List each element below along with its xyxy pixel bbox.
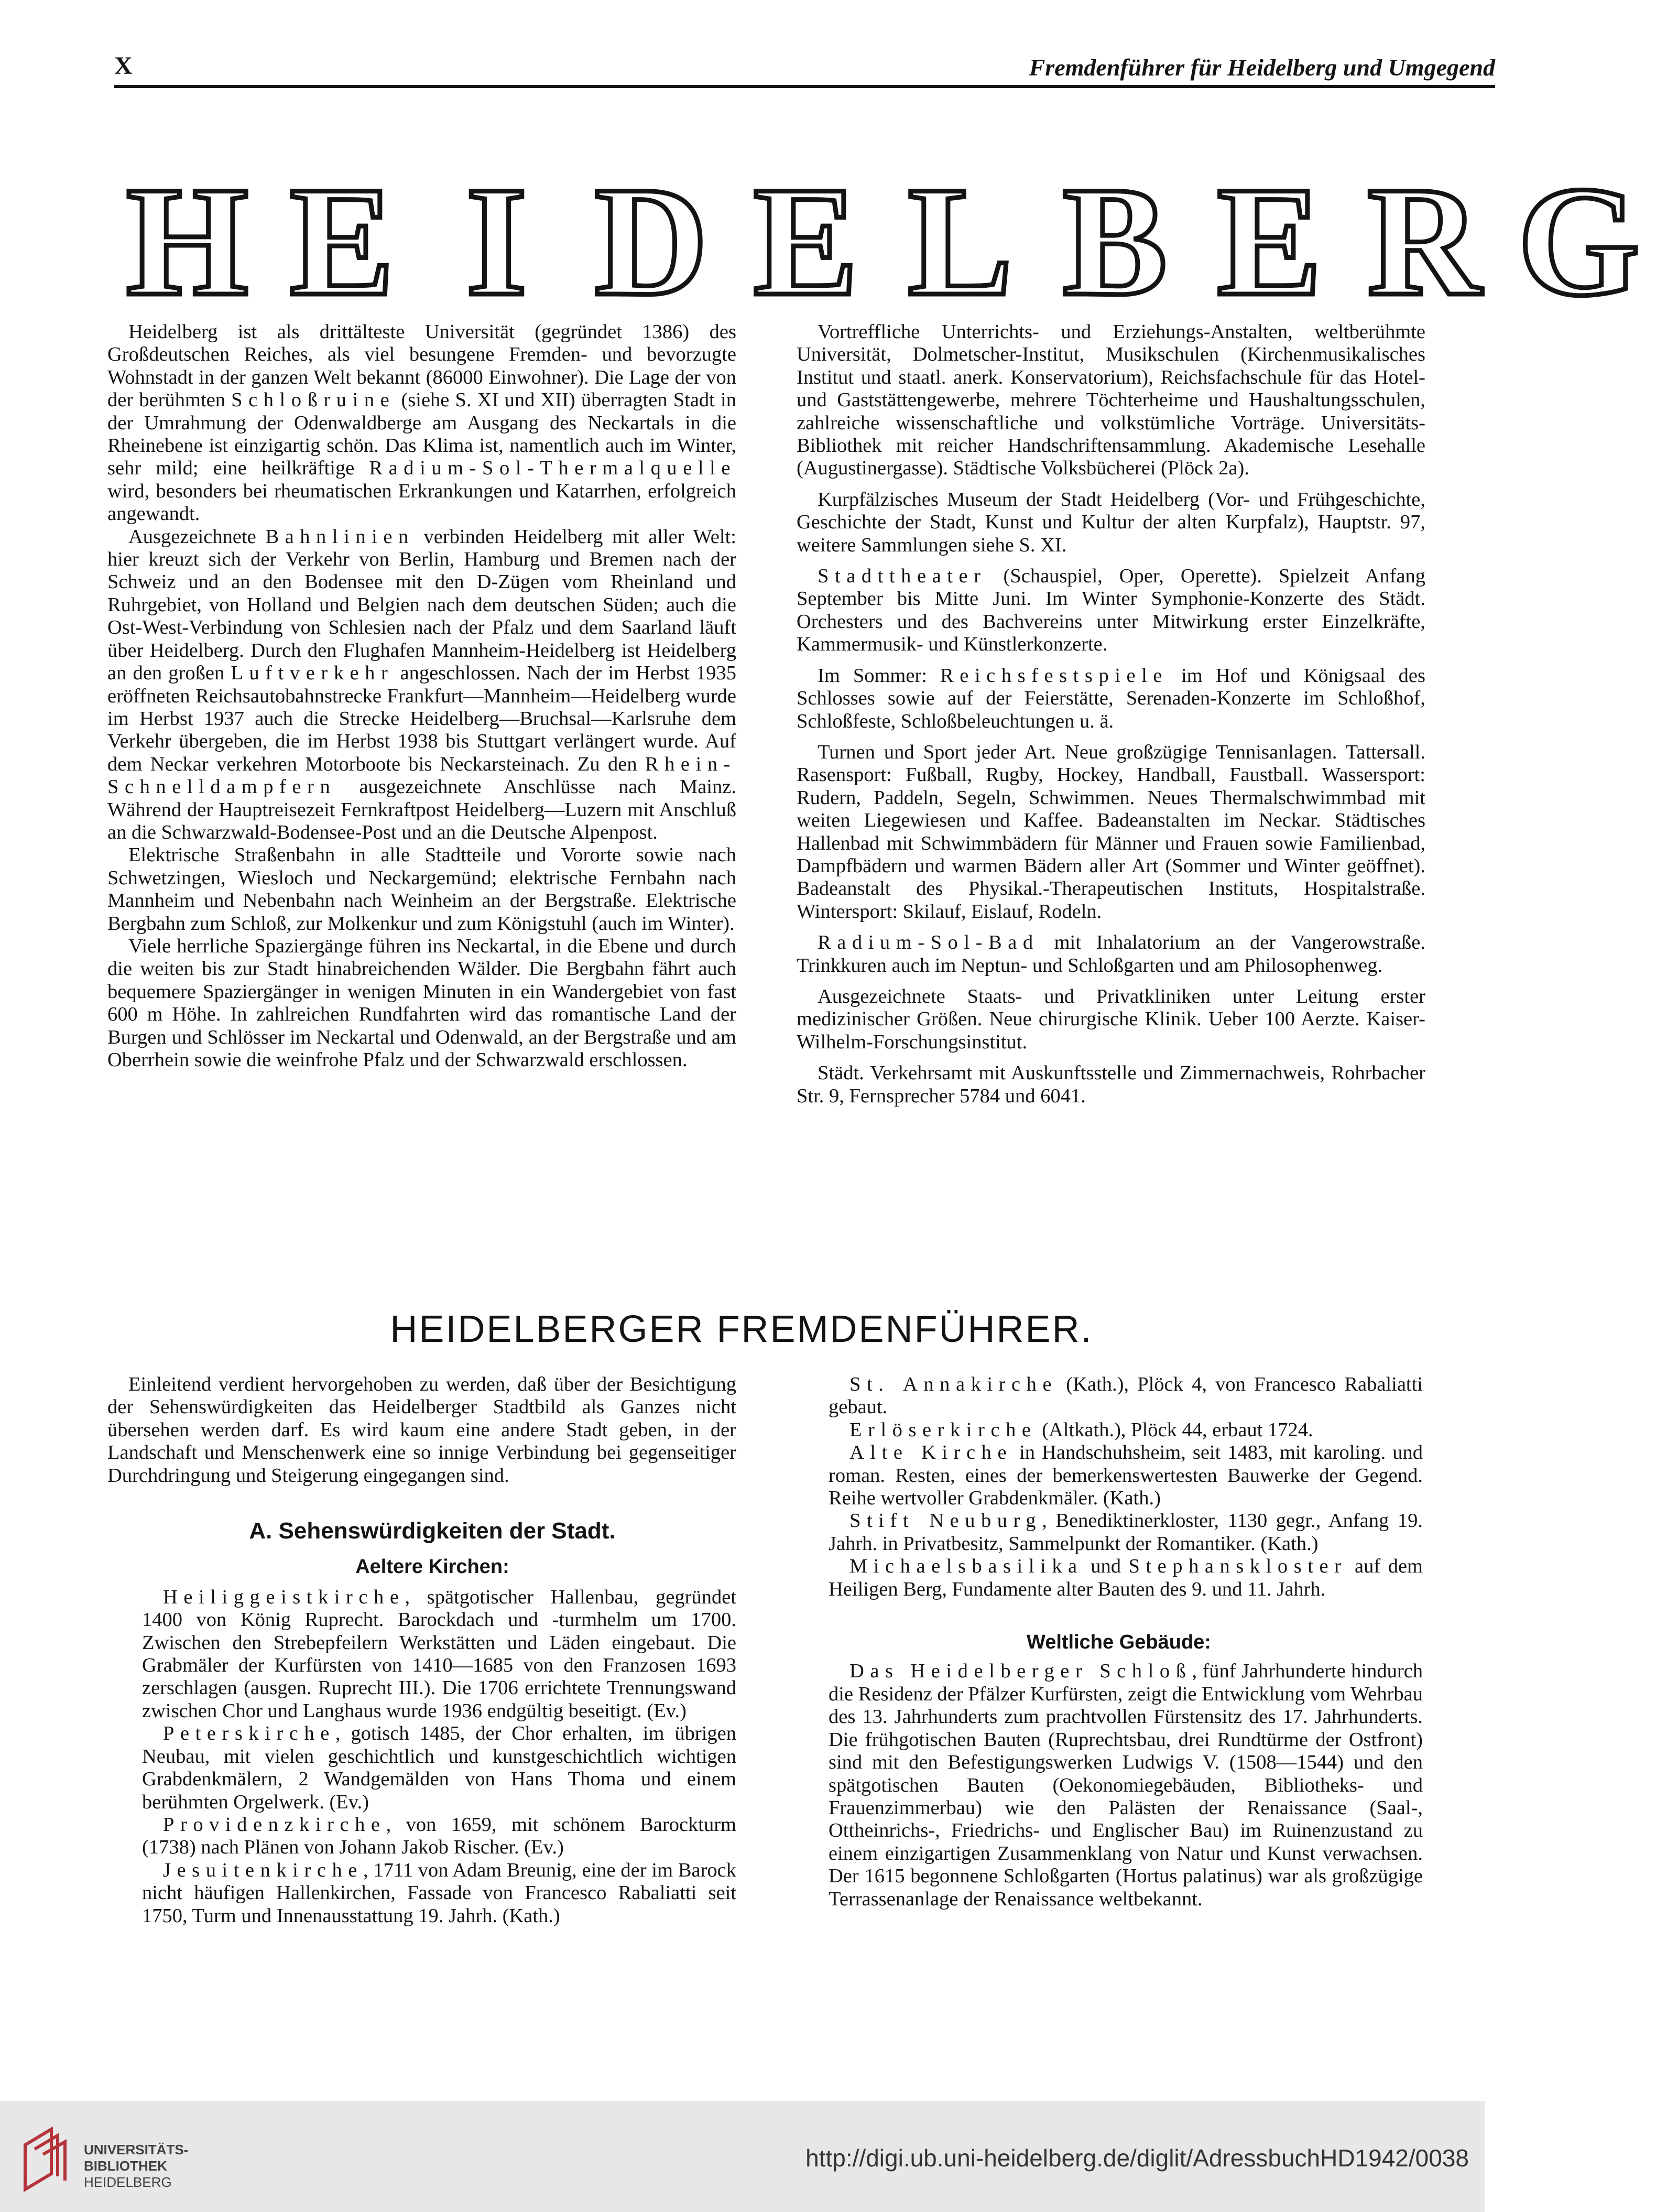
library-logo-icon (20, 2124, 72, 2192)
subsection-heading: Weltliche Gebäude: (1027, 1631, 1211, 1654)
paragraph: Viele herrliche Spaziergänge führen ins Neckartal, in die Ebene und durch die weiten bis zur Stadt hinabreichenden Wälder. Die Bergbahn fährt auch bequemere Spaziergänger in wenigen Minuten in ein Wandergebiet von fast 600 m Höhe. In zahlreichen Rundfahrten wird das romantische Land der Burgen und Schlösser im Neckartal und Odenwald, an der Bergstraße und am Oberrhein sowie die weinfrohe Pfalz und der Schwarzwald erschlossen. (107, 935, 736, 1071)
page-title (110, 154, 1640, 328)
title-letter: R (1367, 154, 1481, 328)
library-footer (0, 2101, 1485, 2212)
title-letter: L (908, 154, 1013, 328)
list-item: Jesuitenkirche, 1711 von Adam Breunig, eine der im Barock nicht häufigen Hallenkirchen, Fassade von Francesco Rabaliatti seit 1750, Turm und Innenausstattung 19. Jahrh. (Kath.) (142, 1859, 736, 1927)
list-item: Erlöserkirche (Altkath.), Plöck 44, erbaut 1724. (849, 1418, 1313, 1441)
paragraph: Einleitend verdient hervorgehoben zu werden, daß über der Besichtigung der Sehenswürdigkeiten das Heidelberger Stadtbild als Ganzes nicht übersehen werden darf. Es wird kaum eine andere Stadt geben, in der Landschaft und Menschenwerk eine so innige Verbindung bei gegenseitiger Durchdringung und Steigerung eingegangen sind. (107, 1373, 736, 1487)
paragraph: Ausgezeichnete Bahnlinien verbinden Heidelberg mit aller Welt: hier kreuzt sich der Verkehr von Berlin, Hamburg und Bremen nach der Schweiz und an den Bodensee mit den D-Zügen vom Rheinland und Ruhrgebiet, von Holland und Belgien nach dem deutschen Süden; auch die Ost-West-Verbindung von Schlesien nach der Pfalz und dem Saarland läuft über Heidelberg. Durch den Flughafen Mannheim-Heidelberg ist Heidelberg an den großen Luftverkehr angeschlossen. Nach der im Herbst 1935 eröffneten Reichsautobahnstrecke Frankfurt—Mannheim—Heidelberg wurde im Herbst 1937 auch die Strecke Heidelberg—Bruchsal—Karlsruhe dem Verkehr übergeben, die im Herbst 1938 bis Stuttgart verlängert wurde. Auf dem Neckar verkehren Motorboote bis Neckarsteinach. Zu den Rhein-Schnelldampfern ausgezeichnete Anschlüsse nach Mainz. Während der Hauptreisezeit Fernkraftpost Heidelberg—Luzern mit Anschluß an die Schwarzwald-Bodensee-Post und an die Deutsche Alpenpost. (107, 525, 736, 843)
title-letter: I (466, 154, 527, 328)
list-item: Stift Neuburg, Benediktinerkloster, 1130 gegr., Anfang 19. Jahrh. in Privatbesitz, Sammelpunkt der Romantiker. (Kath.) (829, 1510, 1423, 1555)
title-letter: E (1217, 154, 1322, 328)
paragraph: Heidelberg ist als drittälteste Universität (gegründet 1386) des Großdeutschen Reiches, als viel besungene Fremden- und bevorzugte Wohnstadt in der ganzen Welt bekannt (86000 Einwohner). Die Lage der von der berühmten Schloßruine (siehe S. XI und XII) überragten Stadt in der Umrahmung der Odenwaldberge am Ausgang des Neckartals in die Rheinebene ist einzigartig schön. Das Klima ist, namentlich auch im Winter, sehr mild; eine heilkräftige Radium-Sol-Thermalquelle wird, besonders bei rheumatischen Erkrankungen und Katarrhen, erfolgreich angewandt. (107, 321, 736, 525)
subsection-heading: Aeltere Kirchen: (355, 1556, 509, 1578)
intro-left-column (107, 321, 736, 1071)
list-item: Das Heidelberger Schloß, fünf Jahrhunderte hindurch die Residenz der Pfälzer Kurfürsten, zeigt die Entwicklung vom Wehrbau des 13. Jahrhunderts zum prachtvollen Fürstensitz des 17. Jahrhunderts. Die frühgotischen Bauten (Ruprechtsbau, drei Rundtürme der Ostfront) sind mit den Befestigungswerken Ludwigs V. (1508—1544) und den spätgotischen Bauten (Oekonomiegebäuden, Bibliotheks- und Frauenzimmerbau) wie den Palästen der Renaissance (Saal-, Ottheinrichs-, Friedrichs- und Englischer Bau) im Ruinenzustand zu einem einzigartigen Zusammenklang von Natur und Kunst verwachsen. Der 1615 begonnene Schloßgarten (Hortus palatinus) war als großzügige Terrassenanlage der Renaissance weltbekannt. (829, 1660, 1423, 1910)
subsection-heading: A. Sehenswürdigkeiten der Stadt. (249, 1518, 616, 1544)
paragraph: Kurpfälzisches Museum der Stadt Heidelberg (Vor- und Frühgeschichte, Geschichte der Stadt, Kunst und Kultur der alten Kurpfalz), Hauptstr. 97, weitere Sammlungen siehe S. XI. (797, 488, 1425, 556)
header-rule (114, 85, 1495, 88)
permalink-url[interactable]: http://digi.ub.uni-heidelberg.de/diglit/AdressbuchHD1942/0038 (805, 2144, 1469, 2172)
intro-right-column (797, 321, 1425, 1108)
list-item: Peterskirche, gotisch 1485, der Chor erhalten, im übrigen Neubau, mit vielen geschichtlich und kunstgeschichtlich wichtigen Grabdenkmälern, 2 Wandgemälden von Hans Thoma und einem berühmten Orgelwerk. (Ev.) (142, 1722, 736, 1813)
paragraph: Elektrische Straßenbahn in alle Stadtteile und Vororte sowie nach Schwetzingen, Wiesloch und Neckargemünd; elektrische Fernbahn nach Mannheim und Nebenbahn nach Weinheim an der Bergstraße. Elektrische Bergbahn zum Schloß, zur Molkenkur und zum Königstuhl (auch im Winter). (107, 844, 736, 935)
title-letter: H (126, 154, 249, 328)
running-header (114, 51, 1495, 88)
paragraph: Radium-Sol-Bad mit Inhalatorium an der Vangerowstraße. Trinkkuren auch im Neptun- und Schloßgarten und am Philosophenweg. (797, 931, 1425, 977)
list-item: Heiliggeistkirche, spätgotischer Hallenbau, gegründet 1400 von König Ruprecht. Barockdach und -turmhelm um 1700. Zwischen den Strebepfeilern Werkstätten und Läden eingebaut. Die Grabmäler der Kurfürsten von 1410—1685 von den Franzosen 1693 zerschlagen (ausgen. Ruprecht III.). Die 1706 errichtete Trennungswand zwischen Chor und Langhaus wurde 1936 endgültig beseitigt. (Ev.) (142, 1586, 736, 1722)
list-item: Alte Kirche in Handschuhsheim, seit 1483, mit karoling. und roman. Resten, eines der bemerkenswertesten Bauwerke der Gegend. Reihe wertvoller Grabdenkmäler. (Kath.) (829, 1441, 1423, 1510)
title-letter: E (753, 154, 858, 328)
title-letter: B (1062, 154, 1168, 328)
guide-left-column (107, 1373, 736, 1927)
library-name: UNIVERSITÄTS- BIBLIOTHEK HEIDELBERG (84, 2142, 189, 2190)
paragraph: Stadttheater (Schauspiel, Oper, Operette). Spielzeit Anfang September bis Mitte Juni. Im Winter Symphonie-Konzerte des Städt. Orchesters und des Bachvereins unter Mitwirkung erster Einzelkräfte, Kammermusik- und Künstlerkonzerte. (797, 565, 1425, 656)
title-letter: E (289, 154, 395, 328)
list-item: St. Annakirche (Kath.), Plöck 4, von Francesco Rabaliatti gebaut. (829, 1373, 1423, 1418)
running-title: Fremdenführer für Heidelberg und Umgegend (1029, 54, 1495, 81)
paragraph: Turnen und Sport jeder Art. Neue großzügige Tennisanlagen. Tattersall. Rasensport: Fußball, Rugby, Hockey, Handball, Faustball. Wassersport: Rudern, Paddeln, Segeln, Schwimmen. Neues Thermalschwimmbad mit weiten Liegewiesen und Kaffee. Badeanstalten im Neckar. Städtisches Hallenbad mit Schwimmbädern für Männer und Frauen sowie Familienbad, Dampfbädern und warmen Bädern aller Art (Sommer und Winter geöffnet). Badeanstalt des Physikal.-Therapeutischen Instituts, Hospitalstraße. Wintersport: Skilauf, Eislauf, Rodeln. (797, 741, 1425, 923)
paragraph: Im Sommer: Reichsfestspiele im Hof und Königsaal des Schlosses sowie auf der Feierstätte, Serenaden-Konzerte im Schloßhof, Schloßfeste, Schloßbeleuchtungen u. ä. (797, 664, 1425, 732)
guide-right-column (794, 1373, 1423, 1911)
page-number: X (114, 52, 133, 80)
paragraph: Ausgezeichnete Staats- und Privatkliniken unter Leitung erster medizinischer Größen. Neue chirurgische Klinik. Ueber 100 Aerzte. Kaiser-Wilhelm-Forschungsinstitut. (797, 985, 1425, 1053)
paragraph: Städt. Verkehrsamt mit Auskunftsstelle und Zimmernachweis, Rohrbacher Str. 9, Fernsprecher 5784 und 6041. (797, 1062, 1425, 1107)
section-title: HEIDELBERGER FREMDENFÜHRER. (390, 1308, 1093, 1350)
title-letter: G (1517, 154, 1640, 328)
list-item: Providenzkirche, von 1659, mit schönem Barockturm (1738) nach Plänen von Johann Jakob Rischer. (Ev.) (142, 1813, 736, 1859)
paragraph: Vortreffliche Unterrichts- und Erziehungs-Anstalten, weltberühmte Universität, Dolmetscher-Institut, Musikschulen (Kirchenmusikalisches Institut und staatl. anerk. Konservatorium), Reichsfachschule für das Hotel- und Gaststättengewerbe, mehrere Töchterheime und Haushaltungsschulen, zahlreiche wissenschaftliche und volkstümliche Vorträge. Universitäts-Bibliothek mit reicher Handschriftensammlung. Akademische Lesehalle (Augustinergasse). Städtische Volksbücherei (Plöck 2a). (797, 321, 1425, 480)
list-item: Michaelsbasilika und Stephanskloster auf dem Heiligen Berg, Fundamente alter Bauten des 9. und 11. Jahrh. (829, 1555, 1423, 1600)
title-letter: D (594, 154, 708, 328)
